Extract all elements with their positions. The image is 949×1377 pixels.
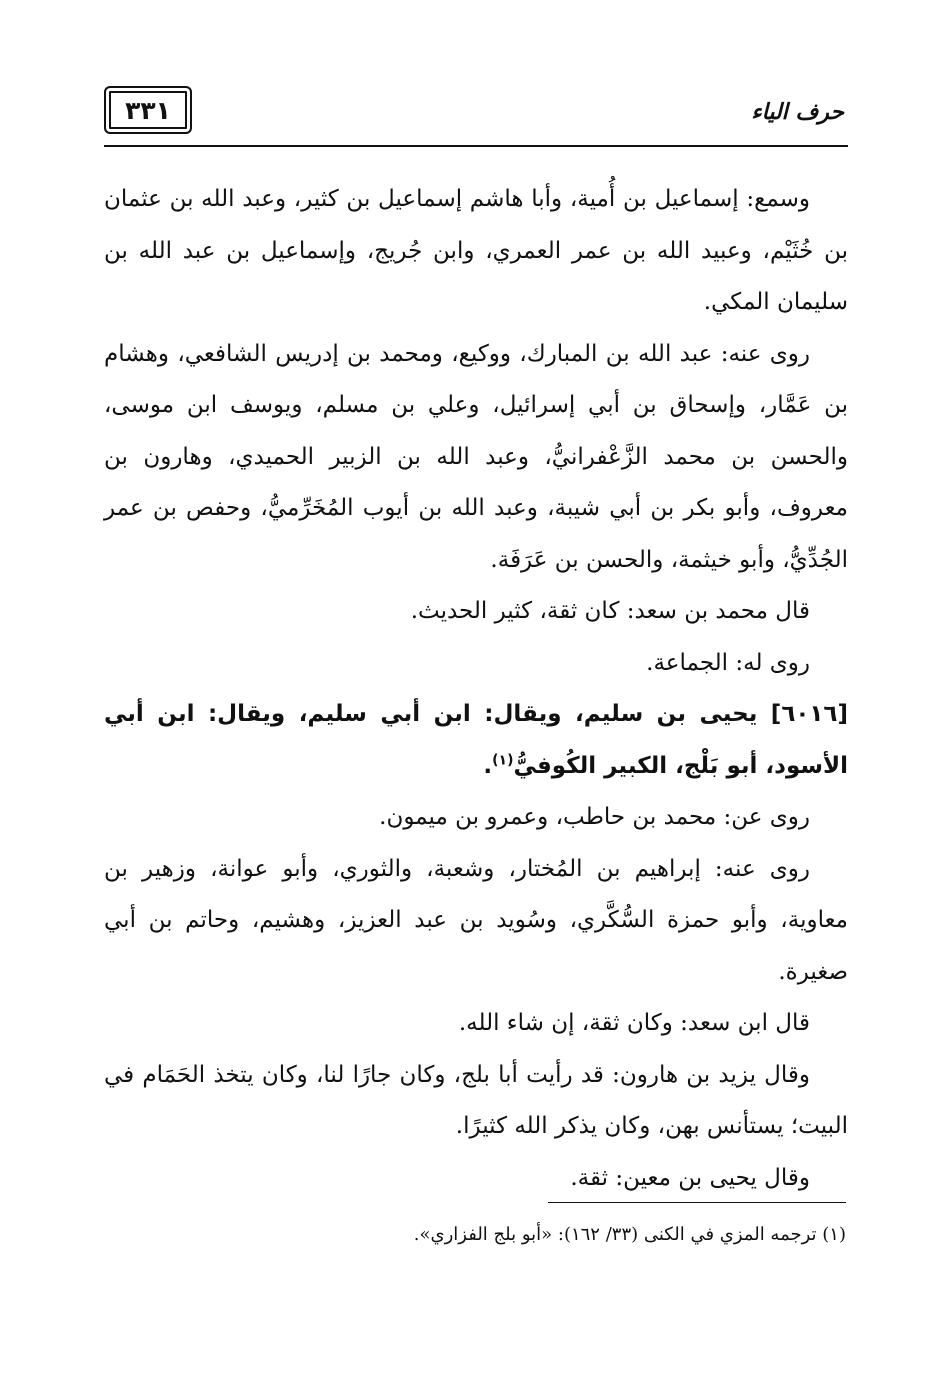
running-head: حرف الياء (751, 100, 844, 125)
footnote-rule (548, 1202, 846, 1203)
entry-narrated-from: روى عن: محمد بن حاطب، وعمرو بن ميمون. (379, 804, 810, 830)
heard-from-paragraph: وسمع: إسماعيل بن أُمية، وأبا هاشم إسماعيل بن كثير، وعبد الله بن عثمان بن خُثَيْم، وعبيد الله بن عمر العمري، وابن جُريج، وإسماعيل بن عبد الله بن سليمان المكي. (104, 186, 848, 315)
entry-end-mark: . (483, 752, 493, 779)
page-number: ٣٣١ (125, 95, 171, 125)
main-text (104, 174, 848, 1204)
entry-yazid: وقال يزيد بن هارون: قد رأيت أبا بلج، وكان جارًا لنا، وكان يتخذ الحَمَام في البيت؛ يستأنس بهن، وكان يذكر الله كثيرًا. (104, 1061, 848, 1139)
entry-ibn-saad: قال ابن سعد: وكان ثقة، إن شاء الله. (458, 1010, 810, 1036)
header-rule (104, 145, 848, 147)
footnote: (١) ترجمه المزي في الكنى (٣٣/ ١٦٢): «أبو بلج الفزاري». (413, 1224, 846, 1245)
page-header (104, 86, 848, 146)
entry-name: يحيى بن سليم، ويقال: ابن أبي سليم، ويقال: ابن أبي الأسود، أبو بَلْج، الكبير الكُوفيُّ (104, 701, 848, 779)
page-number-box (104, 86, 192, 134)
footnote-marker[interactable]: (١) (492, 751, 514, 768)
entry-narrators: روى عنه: إبراهيم بن المُختار، وشعبة، والثوري، وأبو عوانة، وزهير بن معاوية، وأبو حمزة السُّكَّري، وسُويد بن عبد العزيز، وهشيم، وحاتم بن أبي صغيرة. (104, 855, 848, 985)
narrators-paragraph: روى عنه: عبد الله بن المبارك، ووكيع، ومحمد بن إدريس الشافعي، وهشام بن عَمَّار، وإسحاق بن أبي إسرائيل، وعلي بن مسلم، ويوسف ابن موسى، والحسن بن محمد الزَّعْفرانيُّ، وعبد الله بن الزبير الحميدي، وهارون بن معروف، وأبو بكر بن أبي شيبة، وعبد الله بن أيوب المُخَرِّميُّ، وحفص بن عمر الجُدِّيُّ، وأبو خيثمة، والحسن بن عَرَفَة. (104, 340, 848, 573)
entry-heading (104, 689, 848, 792)
entry-ibn-main: وقال يحيى بن معين: ثقة. (570, 1164, 810, 1191)
narrated-by-paragraph: روى له: الجماعة. (646, 649, 810, 676)
entry-number: [٦٠١٦] (770, 701, 848, 727)
ibn-saad-paragraph: قال محمد بن سعد: كان ثقة، كثير الحديث. (410, 598, 810, 624)
